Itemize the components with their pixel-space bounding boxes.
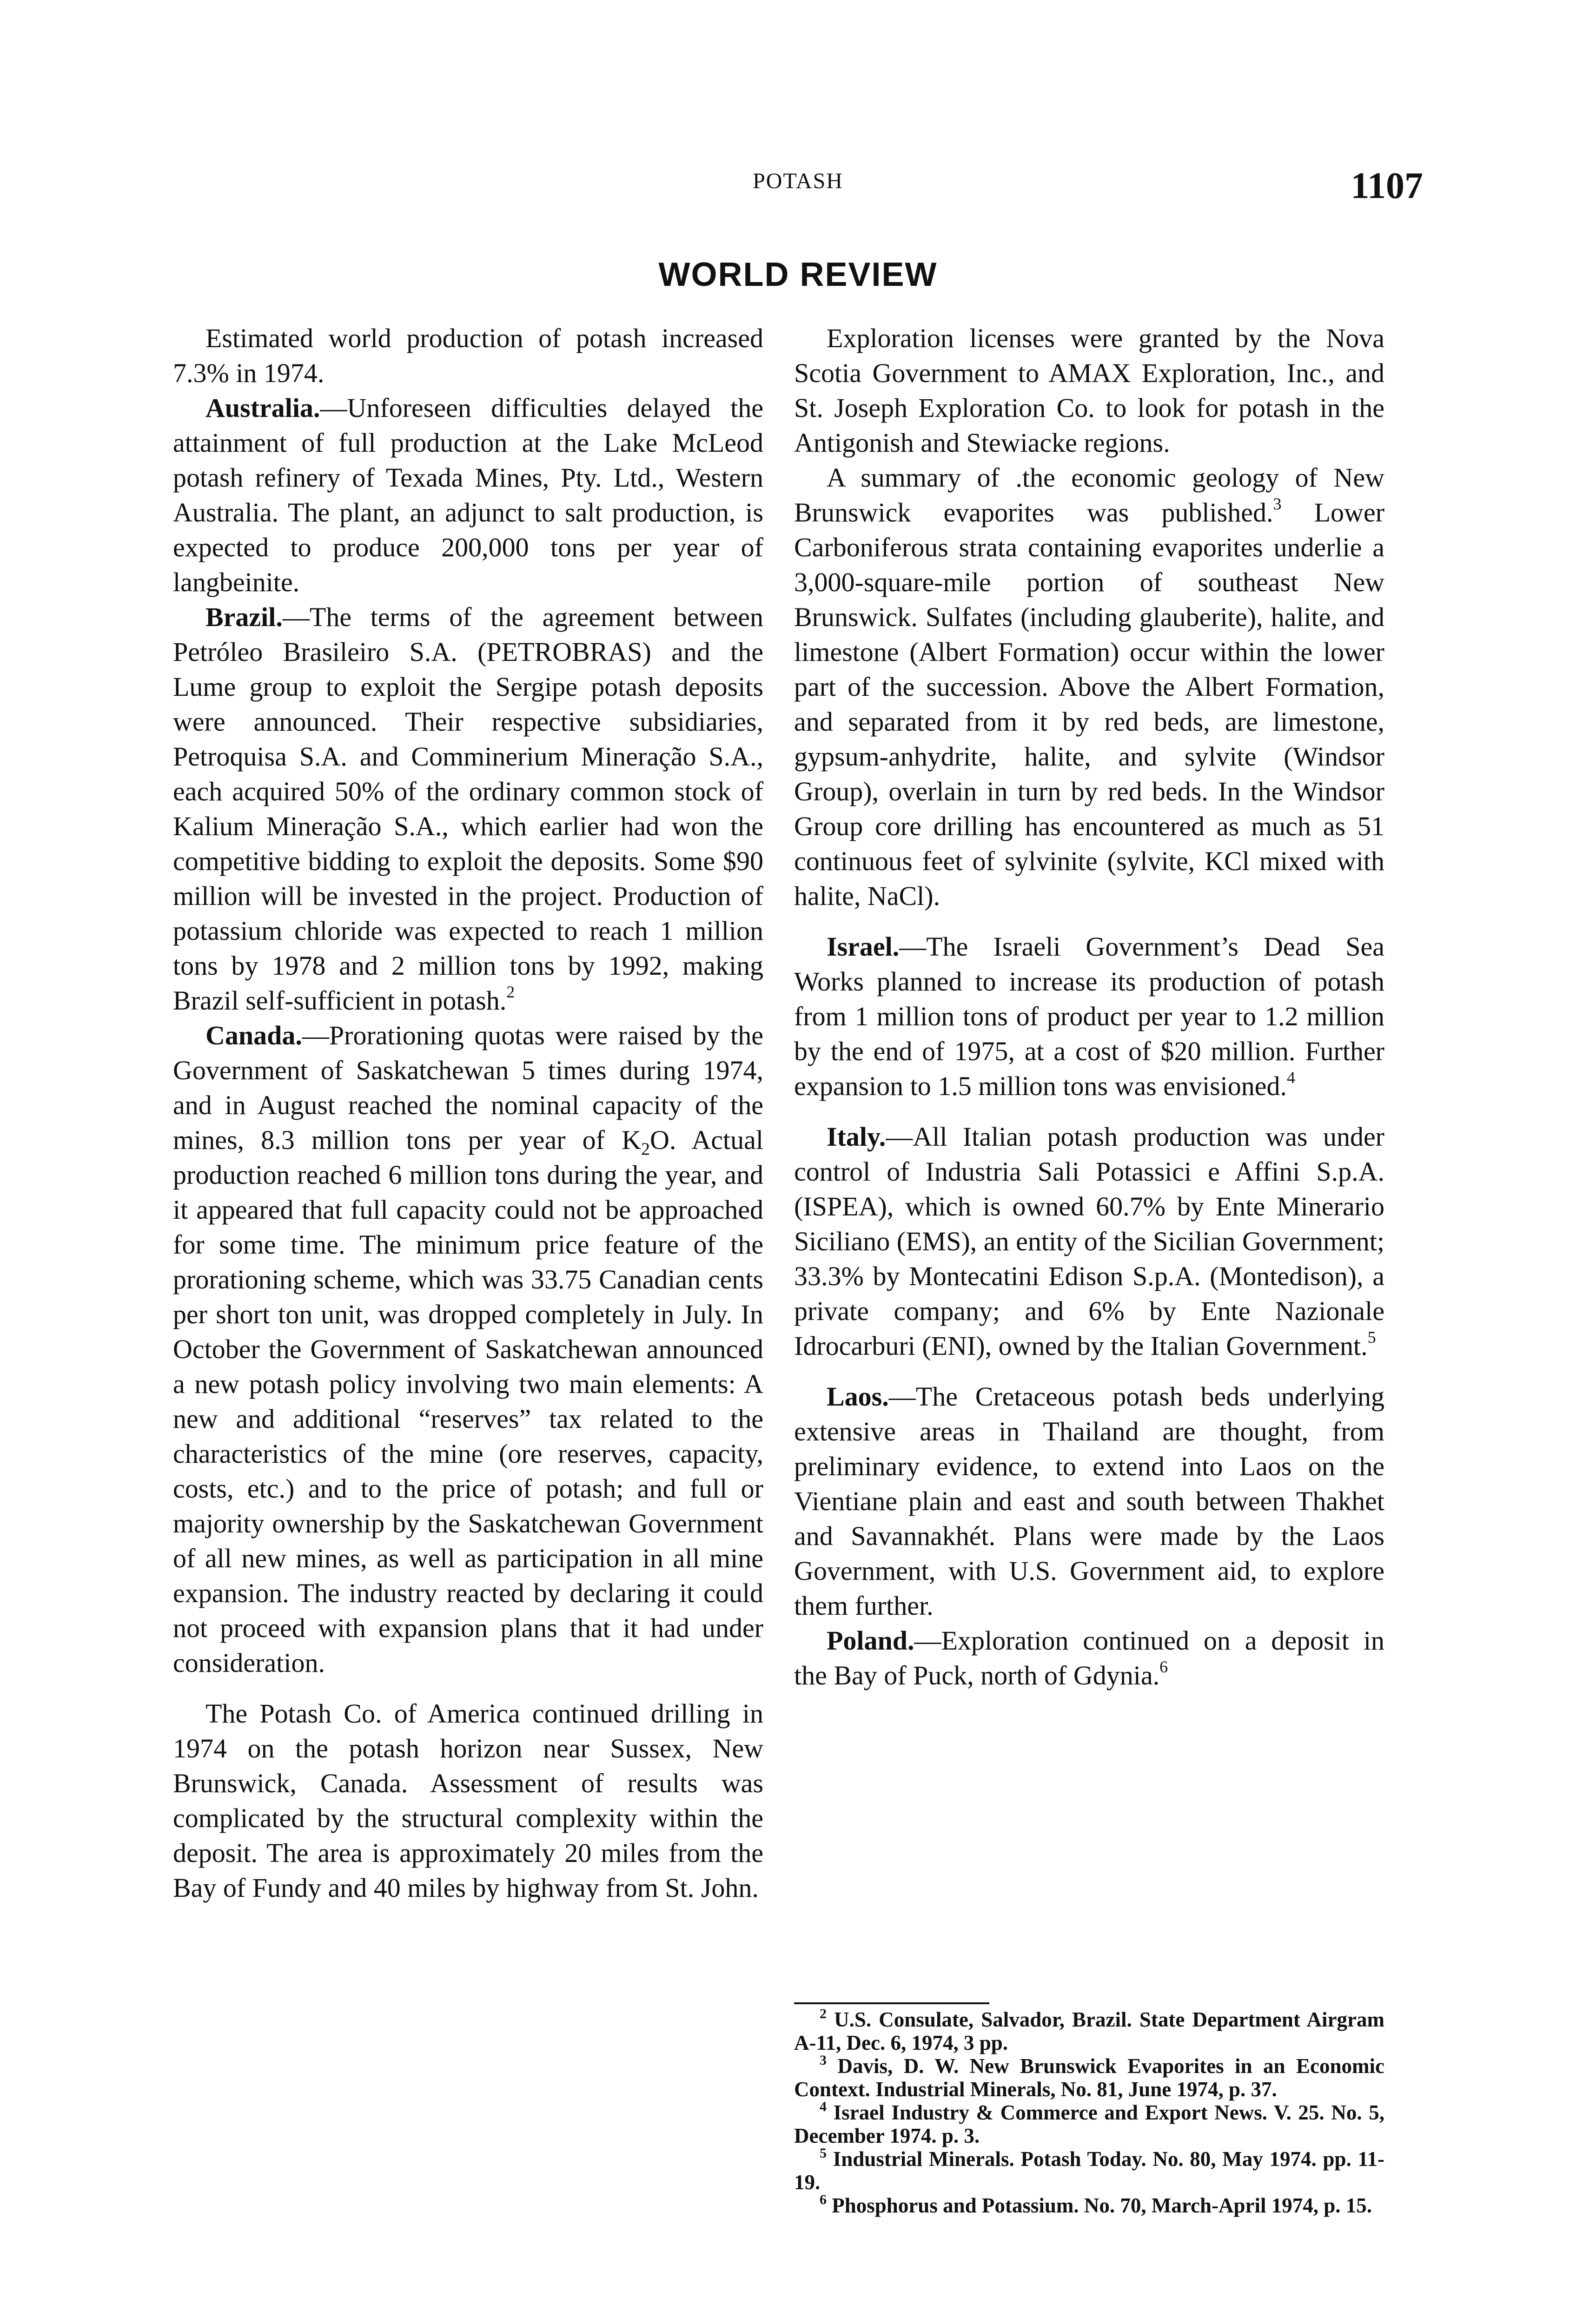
footnote-text: Israel Industry & Commerce and Export News. V. 25. No. 5, December 1974. p. 3. [794,2101,1384,2147]
italy-paragraph [794,1119,1384,1363]
australia-text: —Unforeseen difficulties delayed the attainment of full production at the Lake McLeod potash refinery of Texada Mines, Pty. Ltd., Western Australia. The plant, an adjunct to salt production, is expected to produce 200,000 tons per year of langbeinite. [173,393,763,597]
footnote-ref-4: 4 [1287,1068,1296,1087]
poland-paragraph [794,1623,1384,1693]
intro-paragraph [173,321,763,390]
brazil-paragraph [173,600,763,1018]
footnote-number: 2 [820,2006,827,2021]
laos-text: —The Cretaceous potash beds underlying extensive areas in Thailand are thought, from preliminary evidence, to extend into Laos on the Vientiane plain and east and south between Thakhet and Savannakhét. Plans were made by the Laos Government, with U.S. Government aid, to explore them further. [794,1381,1384,1621]
brazil-text: —The terms of the agreement between Petróleo Brasileiro S.A. (PETROBRAS) and the Lume group to exploit the Sergipe potash deposits were announced. Their respective subsidiaries, Petroquisa S.A. and Comminerium Mineração S.A., each acquired 50% of the ordinary common stock of Kalium Mineração S.A., which earlier had won the competitive bidding to exploit the deposits. Some $90 million will be invested in the project. Production of potassium chloride was expected to reach 1 million tons by 1978 and 2 million tons by 1992, making Brazil self-sufficient in potash. [173,602,763,1016]
israel-heading: Israel. [827,931,900,962]
footnote-number: 4 [820,2099,827,2114]
israel-text: —The Israeli Government’s Dead Sea Works planned to increase its production of potash from 1 million tons of product per year to 1.2 million by the end of 1975, at a cost of $20 million. Further expansion to 1.5 million tons was envisioned. [794,931,1384,1101]
israel-paragraph [794,929,1384,1103]
australia-heading: Australia. [205,393,320,423]
footnote-number: 6 [820,2192,827,2207]
exploration-paragraph [794,321,1384,460]
footnote-3 [794,2054,1384,2101]
potash-co-text: The Potash Co. of America continued drilling in 1974 on the potash horizon near Sussex, New Brunswick, Canada. Assessment of results was complicated by the structural complexity within the deposit. The area is approximately 20 miles from the Bay of Fundy and 40 miles by highway from St. John. [173,1698,763,1903]
italy-text: —All Italian potash production was under control of Industria Sali Potassici e Affini S.p.A. (ISPEA), which is owned 60.7% by Ente Minerario Siciliano (EMS), an entity of the Sicilian Government; 33.3% by Montecatini Edison S.p.A. (Montedison), a private company; and 6% by Ente Nazionale Idrocarburi (ENI), owned by the Italian Government. [794,1122,1384,1361]
laos-paragraph [794,1379,1384,1623]
brazil-heading: Brazil. [205,602,283,632]
summary-text-a: A summary of .the economic geology of New Brunswick evaporites was published. [794,462,1384,528]
k2o-subscript: 2 [641,1139,650,1159]
footnotes [794,2008,1384,2217]
footnote-rule [794,2002,989,2004]
footnote-text: Davis, D. W. New Brunswick Evaporites in an Economic Context. Industrial Minerals, No. 81, June 1974, p. 37. [794,2054,1385,2101]
summary-paragraph [794,460,1384,913]
footnote-6 [794,2194,1384,2217]
section-title: WORLD REVIEW [658,256,938,293]
page-number: 1107 [1351,165,1423,206]
canada-text-a: —Prorationing quotas were raised by the Government of Saskatchewan 5 times during 1974, and in August reached the nominal capacity of the mines, 8.3 million tons per year of K [173,1020,763,1155]
australia-paragraph [173,390,763,600]
footnote-2 [794,2008,1384,2054]
footnote-text: Industrial Minerals. Potash Today. No. 80, May 1974. pp. 11-19. [794,2147,1385,2194]
poland-heading: Poland. [827,1625,914,1656]
footnote-number: 5 [820,2146,827,2161]
footnote-ref-2: 2 [506,982,515,1001]
italy-heading: Italy. [827,1122,886,1152]
footnote-5 [794,2147,1384,2194]
footnote-text: Phosphorus and Potassium. No. 70, March-April 1974, p. 15. [832,2194,1372,2217]
footnote-4 [794,2101,1384,2147]
right-column [794,321,1384,1693]
left-column [173,321,763,1905]
footnote-ref-6: 6 [1159,1657,1168,1676]
footnote-number: 3 [820,2053,827,2068]
intro-text: Estimated world production of potash increased 7.3% in 1974. [173,323,763,388]
summary-text-b: Lower Carboniferous strata containing evaporites underlie a 3,000-square-mile portion of southeast New Brunswick. Sulfates (including glauberite), halite, and limestone (Albert Formation) occur within the lower part of the succession. Above the Albert Formation, and separated from it by red beds, are limestone, gypsum-anhydrite, halite, and sylvite (Windsor Group), overlain in turn by red beds. In the Windsor Group core drilling has encountered as much as 51 continuous feet of sylvinite (sylvite, KCl mixed with halite, NaCl). [794,497,1385,911]
canada-heading: Canada. [205,1020,302,1050]
laos-heading: Laos. [827,1381,889,1412]
poland-text: —Exploration continued on a deposit in the Bay of Puck, north of Gdynia. [794,1625,1384,1690]
canada-paragraph [173,1018,763,1680]
footnote-ref-5: 5 [1367,1327,1376,1347]
footnote-text: U.S. Consulate, Salvador, Brazil. State Department Airgram A-11, Dec. 6, 1974, 3 pp. [794,2008,1384,2054]
running-head: POTASH [753,169,843,193]
exploration-text: Exploration licenses were granted by the Nova Scotia Government to AMAX Exploration, Inc., and St. Joseph Exploration Co. to look for potash in the Antigonish and Stewiacke regions. [794,323,1384,458]
potash-co-paragraph [173,1696,763,1905]
canada-text-b: O. Actual production reached 6 million tons during the year, and it appeared that full capacity could not be approached for some time. The minimum price feature of the prorationing scheme, which was 33.75 Canadian cents per short ton unit, was dropped completely in July. In October the Government of Saskatchewan announced a new potash policy involving two main elements: A new and additional “reserves” tax related to the characteristics of the mine (ore reserves, capacity, costs, etc.) and to the price of potash; and full or majority ownership by the Saskatchewan Government of all new mines, as well as participation in all mine expansion. The industry reacted by declaring it could not proceed with expansion plans that it had under consideration. [173,1125,764,1678]
footnote-ref-3: 3 [1273,494,1282,513]
